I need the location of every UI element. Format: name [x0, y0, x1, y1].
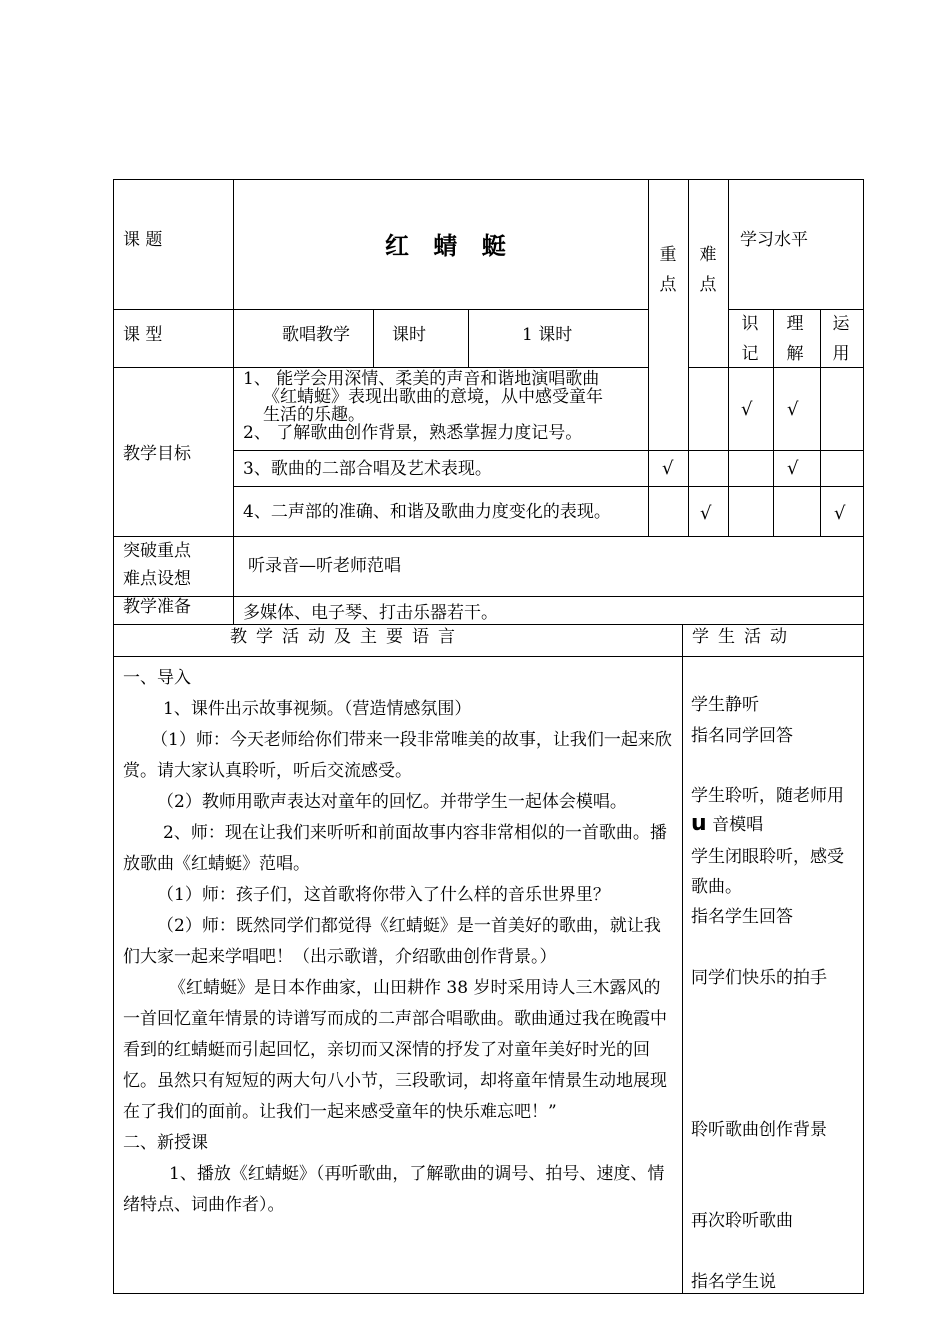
- objective-3-apply-check: √: [834, 503, 846, 524]
- student-activity-9: 指名学生说: [691, 1272, 776, 1292]
- objective-1: 1、 能学会用深情、柔美的声音和谐地演唱歌曲 《红蜻蜓》表现出歌曲的意境，从中感受童年 生活的乐趣。 2、 了解歌曲创作背景，熟悉掌握力度记号。: [243, 369, 603, 443]
- type-label: 课 型: [123, 325, 163, 345]
- activity-step: （1）师：孩子们，这首歌将你带入了什么样的音乐世界里？: [157, 885, 610, 905]
- objective-1-understand-check: √: [787, 399, 799, 420]
- objective-2: 3、歌曲的二部合唱及艺术表现。: [243, 459, 492, 479]
- student-activity-7: 聆听歌曲创作背景: [691, 1120, 827, 1140]
- teacher-activity: [123, 663, 674, 1221]
- student-activity-3-cont: u 音模唱: [691, 811, 764, 836]
- objective-1-memorize-check: √: [741, 399, 753, 420]
- activity-step: 1、课件出示故事视频。（营造情感氛围）: [163, 699, 472, 719]
- activity-step: （2）教师用歌声表达对童年的回忆。并带学生一起体会模唱。: [157, 792, 627, 812]
- teacher-activity-header: 教学活动及主要语言: [230, 627, 464, 647]
- student-activity-1: 学生静听: [691, 695, 759, 715]
- objective-2-focus-check: √: [662, 458, 674, 479]
- student-activity-4-cont: 歌曲。: [691, 877, 742, 897]
- topic-label: 课 题: [123, 230, 163, 250]
- student-activity-5: 指名学生回答: [691, 907, 793, 927]
- objective-2-understand-check: √: [787, 458, 799, 479]
- activity-step: （1）师：今天老师给你们带来一段非常唯美的故事，让我们一起来欣赏。请大家认真聆听，听后交流感受。: [123, 730, 672, 781]
- objective-3: 4、二声部的准确、和谐及歌曲力度变化的表现。: [243, 502, 611, 522]
- breakthrough-value: 听录音—听老师范唱: [248, 556, 401, 576]
- activity-step: 2、师：现在让我们来听听和前面故事内容非常相似的一首歌曲。播放歌曲《红蜻蜓》范唱。: [123, 823, 667, 874]
- lesson-title: 红 蜻 蜓: [385, 231, 514, 260]
- student-activity-4: 学生闭眼聆听，感受: [691, 847, 844, 867]
- learning-level-label: 学习水平: [740, 230, 808, 250]
- breakthrough-label: 突破重点 难点设想: [123, 541, 191, 589]
- objectives-label: 教学目标: [123, 444, 191, 464]
- student-activity-3: 学生聆听，随老师用: [691, 786, 844, 806]
- section-new-lesson-heading: 二、新授课: [123, 1133, 208, 1153]
- student-activity-header: 学生活动: [692, 627, 796, 647]
- level-understand: 理解: [786, 314, 804, 364]
- level-apply: 运用: [832, 314, 850, 364]
- song-background: 《红蜻蜓》是日本作曲家，山田耕作 38 岁时采用诗人三木露风的一首回忆童年情景的诗谱写而成的二声部合唱歌曲。歌曲通过我在晚霞中看到的红蜻蜓而引起回忆，亲切而又深情的抒发了对童年美好时光的回忆。虽然只有短短的两大句八小节，三段歌词，却将童年情景生动地展现在了我们的面前。让我们一起来感受童年的快乐难忘吧！”: [123, 978, 667, 1122]
- student-activity-2: 指名同学回答: [691, 726, 793, 746]
- preparation-value: 多媒体、电子琴、打击乐器若干。: [243, 603, 498, 623]
- objective-3-difficulty-check: √: [700, 503, 712, 524]
- section-intro-heading: 一、导入: [123, 668, 191, 688]
- preparation-label: 教学准备: [123, 597, 191, 617]
- activity-step: 1、播放《红蜻蜓》（再听歌曲，了解歌曲的调号、拍号、速度、情绪特点、词曲作者）。: [123, 1164, 665, 1215]
- level-memorize: 识记: [741, 314, 759, 364]
- activity-step: （2）师：既然同学们都觉得《红蜻蜓》是一首美好的歌曲，就让我们大家一起来学唱吧！（出示歌谱，介绍歌曲创作背景。）: [123, 916, 661, 967]
- period-label: 课时: [392, 325, 426, 345]
- student-activity-8: 再次聆听歌曲: [691, 1211, 793, 1231]
- focus-label: 重点: [659, 245, 677, 295]
- type-value: 歌唱教学: [282, 325, 350, 345]
- period-value: 1 课时: [522, 325, 573, 345]
- difficulty-label: 难点: [699, 245, 717, 295]
- student-activity-6: 同学们快乐的拍手: [691, 968, 827, 988]
